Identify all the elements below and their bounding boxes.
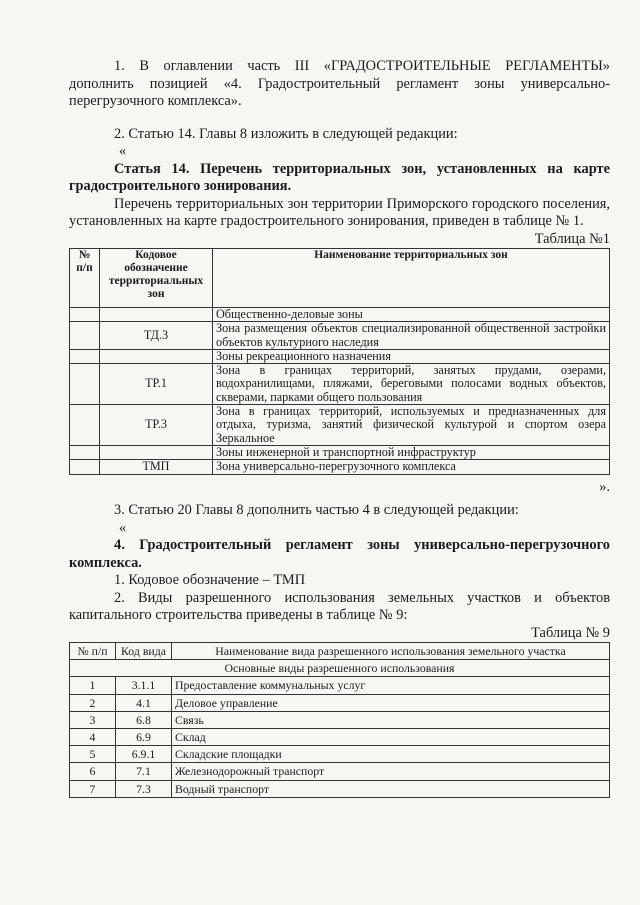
table-9-cell-name: Железнодорожный транспорт (172, 763, 610, 780)
table-9-cell-code: 7.1 (116, 763, 172, 780)
table-1-cell-name: Зоны рекреационного назначения (213, 349, 610, 363)
table-1-cell-num (70, 349, 100, 363)
table-9-row (70, 780, 610, 797)
table-1-cell-num (70, 308, 100, 322)
table-1-row (70, 445, 610, 459)
table-9-row (70, 694, 610, 711)
table-9-cell-name: Склад (172, 729, 610, 746)
table-9-row (70, 711, 610, 728)
table-9-header-name: Наименование вида разрешенного использования земельного участка (172, 643, 610, 660)
table-9-cell-num: 7 (70, 780, 116, 797)
table-1-header-row (70, 249, 610, 308)
regulation-4-item-2: 2. Виды разрешенного использования земельных участков и объектов капитального строительства приведены в таблице № 9: (69, 589, 610, 624)
table-1-cell-num (70, 405, 100, 446)
table-9-header-row (70, 643, 610, 660)
quote-close: ». (599, 478, 610, 495)
table-1-row (70, 364, 610, 405)
table-1-row (70, 460, 610, 474)
table-9-header-code: Код вида (116, 643, 172, 660)
table-1-cell-num (70, 445, 100, 459)
table-1-row (70, 349, 610, 363)
table-1-cell-name: Зоны инженерной и транспортной инфраструктур (213, 445, 610, 459)
table-1-cell-num (70, 460, 100, 474)
table-9-row (70, 729, 610, 746)
table-1-caption: Таблица №1 (534, 230, 610, 247)
quote-open-2: « (119, 519, 127, 536)
quote-open: « (119, 143, 127, 159)
table-1-header-code: Кодовое обозначение территориальных зон (100, 249, 213, 308)
table-9-cell-name: Деловое управление (172, 694, 610, 711)
table-1-cell-code (100, 349, 213, 363)
table-9-section-row (70, 660, 610, 677)
table-1-row (70, 308, 610, 322)
table-1-cell-code: ТР.1 (100, 364, 213, 405)
table-1-cell-num (70, 322, 100, 350)
table-1-cell-code: ТМП (100, 460, 213, 474)
table-1-cell-name: Зона размещения объектов специализированной общественной застройки объектов культурного наследия (213, 322, 610, 350)
table-9-cell-code: 6.9.1 (116, 746, 172, 763)
table-1-header-name: Наименование территориальных зон (213, 249, 610, 308)
table-1-cell-name: Зона в границах территорий, используемых и предназначенных для отдыха, туризма, занятий физической культурой и спортом озера Зеркальное (213, 405, 610, 446)
table-9-row (70, 677, 610, 694)
table-1-cell-code (100, 308, 213, 322)
table-9-cell-code: 6.9 (116, 729, 172, 746)
table-9-row (70, 746, 610, 763)
table-9-cell-code: 4.1 (116, 694, 172, 711)
paragraph-2: 2. Статью 14. Главы 8 изложить в следующей редакции: (114, 125, 458, 142)
table-1-row (70, 405, 610, 446)
paragraph-3: 3. Статью 20 Главы 8 дополнить частью 4 в следующей редакции: (114, 502, 519, 519)
table-1-cell-name: Общественно-деловые зоны (213, 308, 610, 322)
table-9-row (70, 763, 610, 780)
table-9-cell-num: 5 (70, 746, 116, 763)
table-9-cell-code: 7.3 (116, 780, 172, 797)
table-9-cell-num: 6 (70, 763, 116, 780)
table-9-cell-code: 3.1.1 (116, 677, 172, 694)
table-9-cell-code: 6.8 (116, 711, 172, 728)
table-9-cell-num: 2 (70, 694, 116, 711)
table-1-cell-code: ТР.3 (100, 405, 213, 446)
table-9-caption: Таблица № 9 (531, 624, 610, 641)
table-1-cell-name: Зона в границах территорий, занятых прудами, озерами, водохранилищами, пляжами, береговыми полосами водных объектов, скверами, парками общего пользования (213, 364, 610, 405)
table-9-cell-name: Предоставление коммунальных услуг (172, 677, 610, 694)
table-9-section: Основные виды разрешенного использования (70, 660, 610, 677)
table-1-header-num: № п/п (70, 249, 100, 308)
table-1-cell-num (70, 364, 100, 405)
table-9-header-num: № п/п (70, 643, 116, 660)
table-9-cell-name: Связь (172, 711, 610, 728)
table-9-cell-name: Водный транспорт (172, 780, 610, 797)
table-9-cell-num: 4 (70, 729, 116, 746)
table-1-cell-code (100, 445, 213, 459)
table-1-row (70, 322, 610, 350)
table-1-cell-name: Зона универсально-перегрузочного комплекса (213, 460, 610, 474)
table-9-cell-num: 3 (70, 711, 116, 728)
table-9 (69, 642, 610, 798)
table-1 (69, 248, 610, 475)
paragraph-1: 1. В оглавлении часть III «ГРАДОСТРОИТЕЛЬНЫЕ РЕГЛАМЕНТЫ» дополнить позицией «4. Градостроительный регламент зоны универсально-перегрузочного комплекса». (69, 58, 610, 109)
regulation-4-title: 4. Градостроительный регламент зоны универсально-перегрузочного комплекса. (69, 537, 610, 571)
article-14-title: Статья 14. Перечень территориальных зон, установленных на карте градостроительного зонирования. (69, 160, 610, 194)
table-9-cell-name: Складские площадки (172, 746, 610, 763)
table-1-cell-code: ТД.3 (100, 322, 213, 350)
table-9-cell-num: 1 (70, 677, 116, 694)
regulation-4-item-1: 1. Кодовое обозначение – ТМП (114, 572, 306, 589)
article-14-text: Перечень территориальных зон территории Приморского городского поселения, установленных на карте градостроительного зонирования, приведен в таблице № 1. (69, 195, 610, 229)
